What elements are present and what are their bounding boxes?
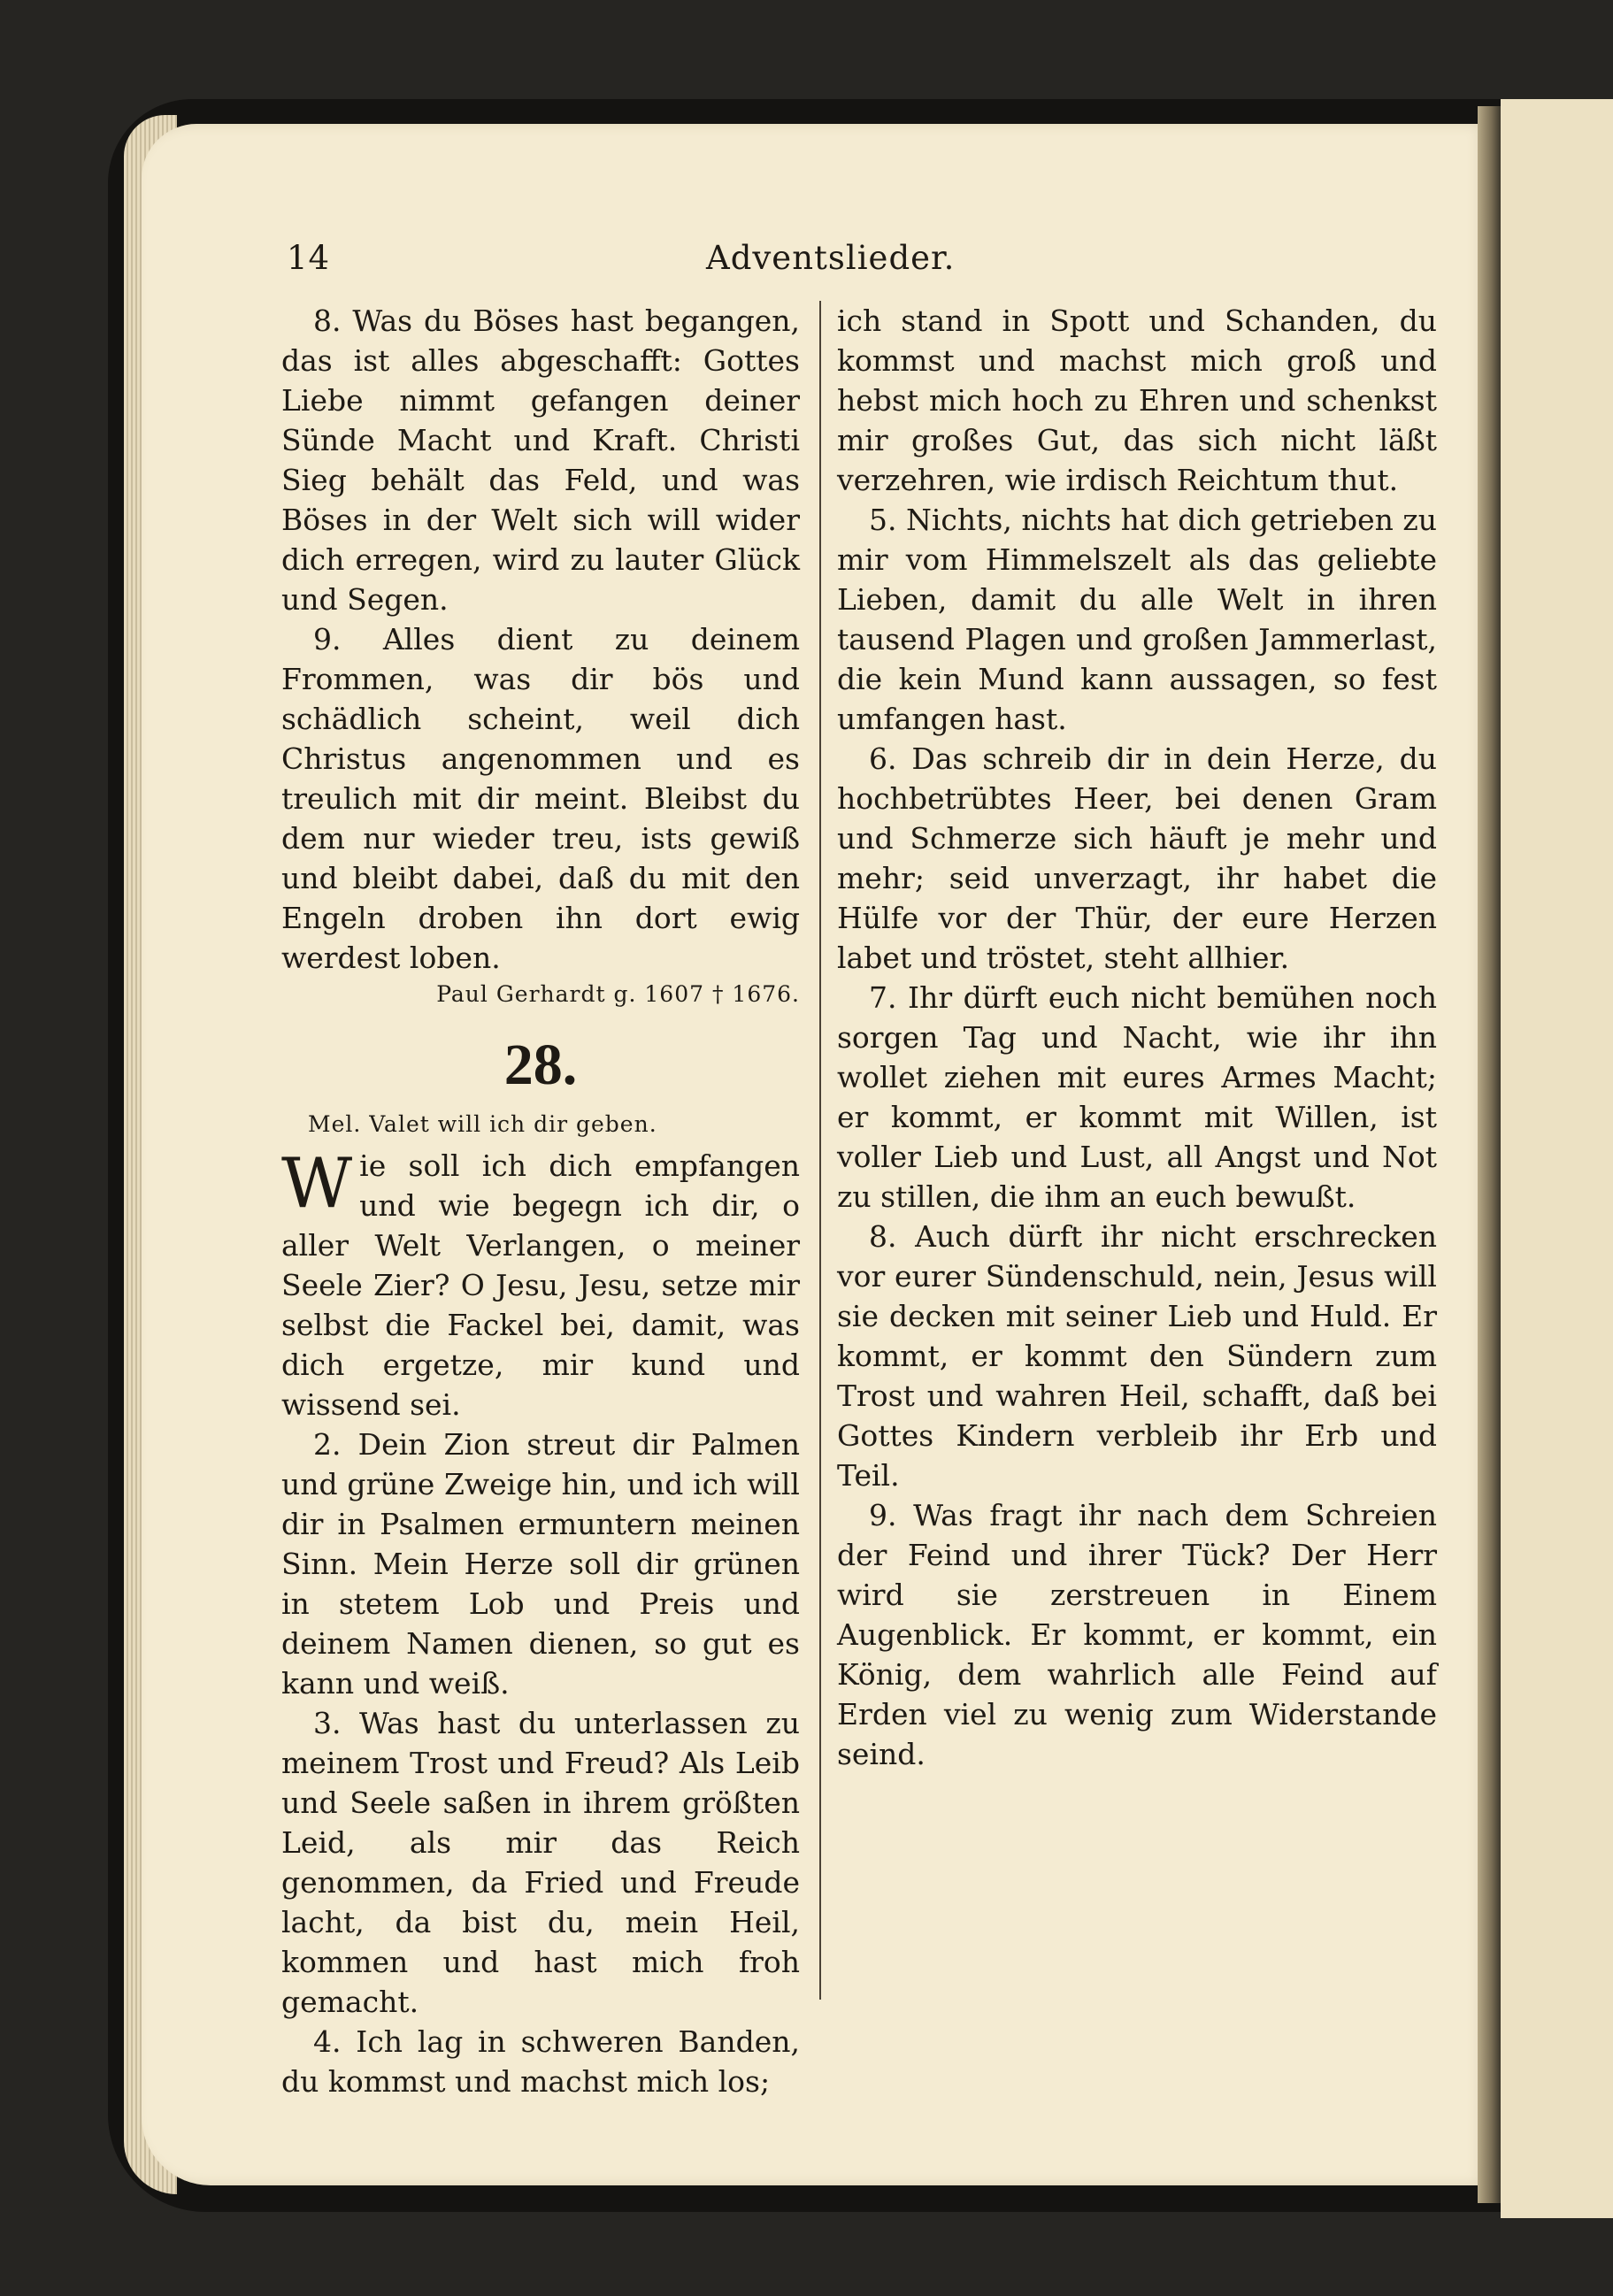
hymn28-stanza-1-text: ie soll ich dich empfangen und wie begegn ich dir, o aller Welt Verlangen, o meiner Seele Zier? O Jesu, Jesu, setze mir selbst die Fackel bei, damit, was dich ergetze, mir kund und wissend sei. [281,1148,800,1422]
page-number: 14 [287,239,331,277]
hymn28-stanza-8: 8. Auch dürft ihr nicht erschrecken vor eurer Sündenschuld, nein, Jesus will sie decken mit seiner Lieb und Huld. Er kommt, er kommt den Sündern zum Trost und wahren Heil, schafft, daß bei Gottes Kindern verbleib ihr Erb und Teil. [837,1219,1437,1493]
column-divider [819,301,821,2000]
hymn28-stanza-7: 7. Ihr dürft euch nicht bemühen noch sorgen Tag und Nacht, wie ihr ihn wollet ziehen mit eures Armes Macht; er kommt, er kommt mit Willen, ist voller Lieb und Lust, all Angst und Not zu stillen, die ihm an euch bewußt. [837,980,1437,1214]
left-column [281,301,800,2101]
hymn28-stanza-6: 6. Das schreib dir in dein Herze, du hochbetrübtes Heer, bei denen Gram und Schmerze sich häuft je mehr und mehr; seid unverzagt, ihr habet die Hülfe vor der Thür, der eure Herzen labet und tröstet, steht allhier. [837,741,1437,975]
drop-cap: W [281,1144,353,1224]
hymn-number: 28. [503,1033,578,1097]
hymn28-stanza-3: 3. Was hast du unterlassen zu meinem Trost und Freud? Als Leib und Seele saßen in ihrem größten Leid, als mir das Reich genommen, da Fried und Freude lacht, da bist du, mein Heil, kommen und hast mich froh gemacht. [281,1706,800,2019]
facing-page-edge [1501,99,1613,2218]
book-gutter [1478,106,1501,2203]
hymn27-stanza-9: 9. Alles dient zu deinem Frommen, was dir bös und schädlich scheint, weil dich Christus angenommen und es treulich mit dir meint. Bleibst du dem nur wieder treu, ists gewiß und bleibt dabei, daß du mit den Engeln droben ihn dort ewig werdest loben. [281,622,800,975]
author-credit: Paul Gerhardt g. 1607 † 1676. [436,981,800,1007]
hymn28-stanza-9: 9. Was fragt ihr nach dem Schreien der Feind und ihrer Tück? Der Herr wird sie zerstreuen in Einem Augenblick. Er kommt, er kommt, ein König, dem wahrlich alle Feind auf Erden viel zu wenig zum Widerstande seind. [837,1498,1437,1771]
hymn28-stanza-5: 5. Nichts, nichts hat dich getrieben zu mir vom Himmelszelt als das geliebte Lieben, damit du alle Welt in ihren tausend Plagen und großen Jammerlast, die kein Mund kann aussagen, so fest umfangen hast. [837,503,1437,736]
hymn28-stanza-2: 2. Dein Zion streut dir Palmen und grüne Zweige hin, und ich will dir in Psalmen ermuntern meinen Sinn. Mein Herze soll dir grünen in stetem Lob und Preis und deinem Namen dienen, so gut es kann und weiß. [281,1427,800,1701]
hymn28-stanza-4-start: 4. Ich lag in schweren Banden, du kommst und machst mich los; [281,2024,800,2099]
page-content [281,239,1437,2099]
hymn28-stanza-1 [281,1146,800,1424]
hymn28-stanza-4-end: ich stand in Spott und Schanden, du kommst und machst mich groß und hebst mich hoch zu Ehren und schenkst mir großes Gut, das sich nicht läßt verzehren, wie irdisch Reichtum thut. [837,303,1437,497]
melody-line: Mel. Valet will ich dir geben. [308,1111,657,1137]
running-head [281,239,1437,301]
running-title: Adventslieder. [706,239,956,277]
right-column [837,301,1437,1774]
hymn27-stanza-8: 8. Was du Böses hast begangen, das ist alles abgeschafft: Gottes Liebe nimmt gefangen deiner Sünde Macht und Kraft. Christi Sieg behält das Feld, und was Böses in der Welt sich will wider dich erregen, wird zu lauter Glück und Segen. [281,303,800,617]
